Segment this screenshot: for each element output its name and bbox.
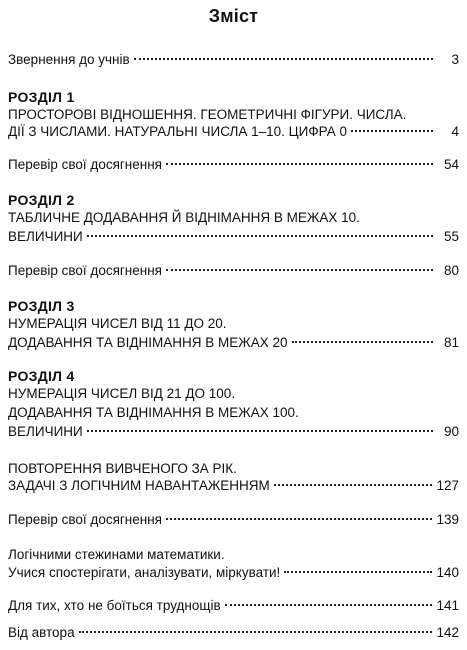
- dot-leader: [87, 429, 433, 432]
- dot-leader: [166, 517, 432, 520]
- toc-entry-intro[interactable]: [8, 52, 459, 67]
- toc-entry-label: ДІЇ З ЧИСЛАМИ. НАТУРАЛЬНІ ЧИСЛА 1–10. ЦИФРА 0: [8, 124, 347, 139]
- dot-leader: [292, 340, 434, 343]
- toc-entry-label: Учися спостерігати, аналізувати, міркувати!: [8, 565, 281, 580]
- page-number: 127: [436, 478, 459, 493]
- dot-leader: [274, 483, 433, 486]
- review-title-line: ПОВТОРЕННЯ ВИВЧЕНОГО ЗА РІК.: [8, 461, 237, 476]
- toc-entry-brave[interactable]: [8, 598, 459, 613]
- toc-entry-author[interactable]: [8, 625, 459, 640]
- toc-entry-label: Перевір свої досягнення: [8, 157, 162, 172]
- toc-entry-label: Для тих, хто не боїться труднощів: [8, 598, 221, 613]
- toc-entry-label: Звернення до учнів: [8, 52, 130, 67]
- section-heading-4: РОЗДІЛ 4: [8, 368, 75, 384]
- dot-leader: [284, 570, 432, 573]
- dot-leader: [351, 129, 433, 132]
- logic-title-line: Логічними стежинами математики.: [8, 547, 225, 562]
- section-3-title-line: НУМЕРАЦІЯ ЧИСЕЛ ВІД 11 ДО 20.: [8, 316, 227, 331]
- page-number: 139: [436, 512, 459, 527]
- page-number: 55: [443, 229, 459, 244]
- dot-leader: [166, 268, 433, 271]
- page-number: 80: [443, 263, 459, 278]
- toc-entry-label: Перевір свої досягнення: [8, 512, 162, 527]
- section-1-title-line: ПРОСТОРОВІ ВІДНОШЕННЯ. ГЕОМЕТРИЧНІ ФІГУРИ. ЧИСЛА.: [8, 107, 407, 122]
- page-number: 90: [443, 424, 459, 439]
- toc-entry-section-2[interactable]: [8, 229, 459, 244]
- dot-leader: [166, 162, 433, 165]
- section-4-title-line: НУМЕРАЦІЯ ЧИСЕЛ ВІД 21 ДО 100.: [8, 386, 236, 401]
- toc-entry-section-1[interactable]: [8, 124, 459, 139]
- dot-leader: [225, 603, 433, 606]
- page-number: 141: [436, 598, 459, 613]
- toc-entry-label: ДОДАВАННЯ ТА ВІДНІМАННЯ В МЕЖАХ 20: [8, 335, 288, 350]
- section-heading-1: РОЗДІЛ 1: [8, 89, 75, 105]
- toc-entry-check-1[interactable]: [8, 157, 459, 172]
- dot-leader: [87, 234, 433, 237]
- toc-entry-check-2[interactable]: [8, 263, 459, 278]
- toc-entry-label: ЗАДАЧІ З ЛОГІЧНИМ НАВАНТАЖЕННЯМ: [8, 478, 270, 493]
- toc-entry-label: ВЕЛИЧИНИ: [8, 229, 83, 244]
- dot-leader: [79, 630, 433, 633]
- toc-entry-label: Перевір свої досягнення: [8, 263, 162, 278]
- page-number: 140: [436, 565, 459, 580]
- page-number: 81: [443, 335, 459, 350]
- toc-entry-label: Від автора: [8, 625, 75, 640]
- section-2-title-line: ТАБЛИЧНЕ ДОДАВАННЯ Й ВІДНІМАННЯ В МЕЖАХ 10.: [8, 210, 360, 225]
- page-number: 3: [451, 52, 459, 67]
- page-number: 54: [443, 157, 459, 172]
- section-heading-3: РОЗДІЛ 3: [8, 298, 75, 314]
- dot-leader: [134, 57, 433, 60]
- section-heading-2: РОЗДІЛ 2: [8, 192, 75, 208]
- page-title: Зміст: [208, 6, 259, 26]
- toc-entry-section-3[interactable]: [8, 335, 459, 350]
- page-number: 4: [451, 124, 459, 139]
- toc-entry-label: ВЕЛИЧИНИ: [8, 424, 83, 439]
- toc-entry-check-final[interactable]: [8, 512, 459, 527]
- page-number: 142: [436, 625, 459, 640]
- toc-entry-logic[interactable]: [8, 565, 459, 580]
- section-4-title-line: ДОДАВАННЯ ТА ВІДНІМАННЯ В МЕЖАХ 100.: [8, 405, 299, 420]
- toc-entry-review[interactable]: [8, 478, 459, 493]
- toc-entry-section-4[interactable]: [8, 424, 459, 439]
